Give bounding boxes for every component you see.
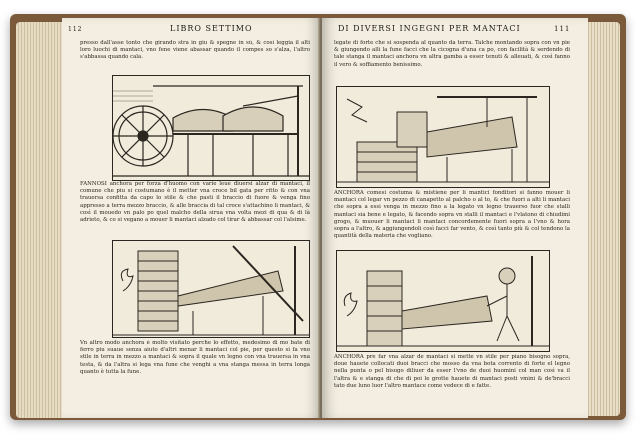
right-page-number: 111 (554, 25, 571, 33)
right-middle-paragraph: ANCHORA comesi costuma & mistiene per li mantici fonditori si fanno mouer li mantaci col legar vn pezzo di canapetto al palcho o al to, & che fuori a alti li mantaci che sopra a essi venga in mezzo fino a la legato vn legno trauerso fuor che stalli mantaci sia bene e legato, & facendo sopra vn stalli il mantaci e l'vlatono di chiudimi grogo, & muouer li mantaci li mantaci concordemente fuori sopra a l'vno & hora sopra a l'altro, & aggiungendoli così facci far vento, & così tanto più & col tendono la quantità della materia che vogliano. (334, 190, 570, 240)
left-page-edges (16, 22, 68, 418)
right-page (322, 18, 588, 418)
left-top-paragraph: presso dall'asse tonto che girando stra in giu & spegne in sù, & così leggia il alti loro luochi di mantaci, vno fene viene abassar quando il compes so s'alza, l'altro s'abbassa quando cala. (80, 40, 310, 61)
left-middle-paragraph: FANNOSI anchora per forza d'huomo con varie leue diuersi alzar di mantaci, il comune che piu si costumano è il metter vna croce bil gata per ritto & con vna trauersa confitta da capo lo stile & che pasti il braccio di fuore & venga fino appresso a terra mezzo braccio, & alle braccia di tal croce s'attachino li mantaci, & così il mouedo vn palo po quel malcho della sirua vna volta mezi di qua & di là adrieto, & co si vegano a mouer li mantaci alzado col tirar & abbassar col l'alsime. (80, 181, 310, 224)
left-bottom-paragraph: Vn altro modo anchora è molto visitato perche lo effetto, medesimo di mo bate di ferro piu suaue senza aiuto d'altri menar li mantaci col pie, per questo si fa vno stile in terra in mezzo a mantaci & sopra il quale vn legno con vna trauersa in vna testa, & da l'altra si lega vna fune che venghi a vna stanga messa in terra longa quanto è tutta la fune. (80, 340, 310, 375)
right-bottom-paragraph: ANCHORA pre far vna alzar de mantaci si mette vn stile per piano bisogno sopra, doue hauete collocati duoi bracci che mosso da vna bota corrento di forte el legno nella punta o pel bisogo diliuer da esser l'vno de duoi huomini col man così va il l'altra & e stanga di che di poi le grotte hauete di mantaci posti vmini & de'bracci tato due luno luor l'altro mantace come vedece di e fatte. (334, 354, 570, 389)
woodcut-water-wheel-bellows (112, 75, 310, 181)
right-page-header: DI DIVERSI INGEGNI PER MANTACI (338, 24, 521, 33)
left-page-number: 112 (68, 26, 83, 33)
right-top-paragraph: legate di forte che si sospenda al quanto da terra. Talche montando sopra con vn pie & giungendo alli la fune facci che la cicogna d'una ca po, con facilità & serdendo di tale stanga il mantaci anchora vn altra gamba a esser tenuti & alleuati, & così fanno il vero & soffiamento benissimo. (334, 40, 570, 68)
woodcut-furnace-bellows (112, 240, 310, 338)
woodcut-forge-bellows (336, 86, 550, 188)
woodcut-man-operating-bellows (336, 250, 550, 352)
left-page-header: LIBRO SETTIMO (170, 24, 253, 33)
left-page (62, 18, 320, 418)
